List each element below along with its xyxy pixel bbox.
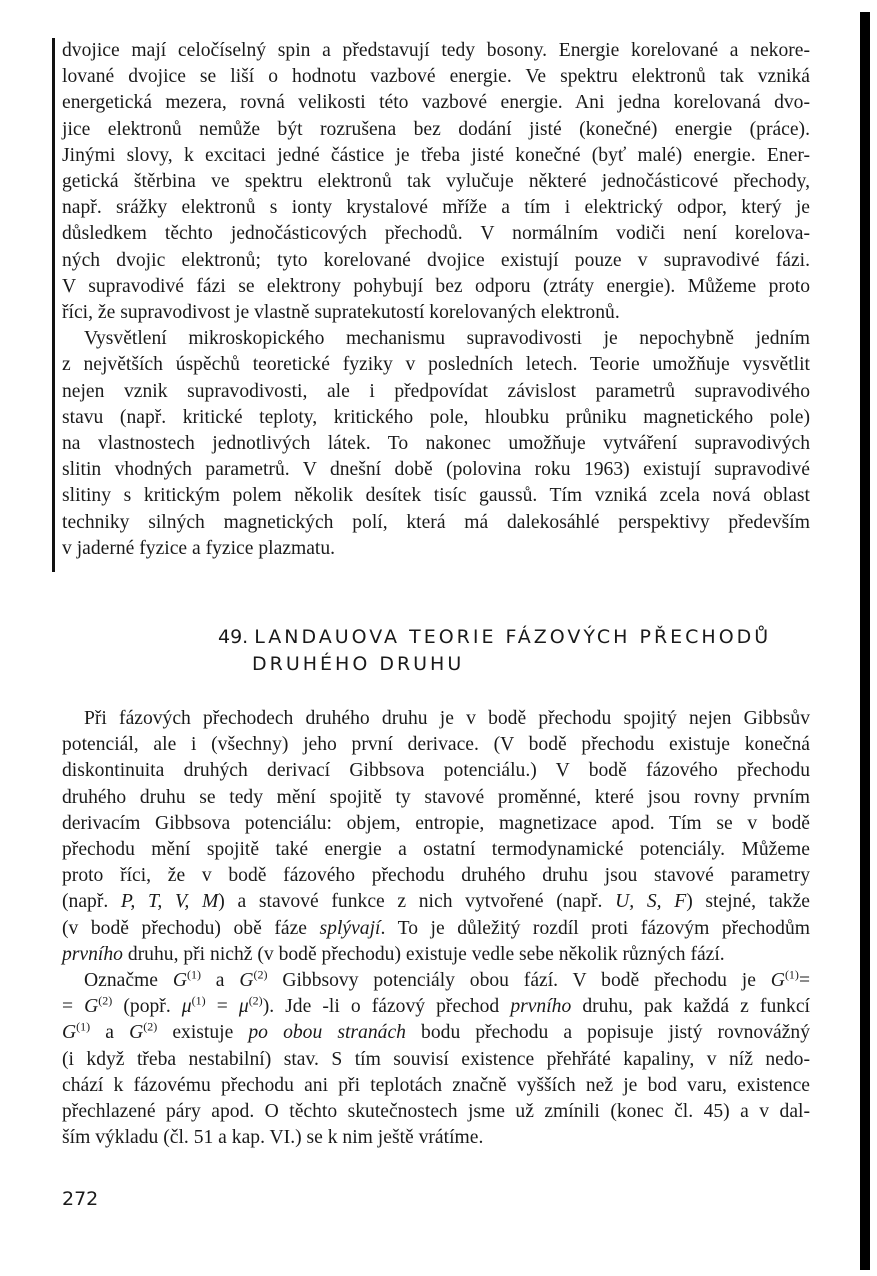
math-symbol-mu: μ: [181, 996, 192, 1018]
text-run: Gibbsovy potenciály obou fází. V bodě přechodu je: [267, 970, 771, 992]
text-run: bodu přechodu a popisuje jistý rovnovážný: [405, 1022, 811, 1044]
text-line: (i když třeba nestabilní) stav. S tím souvisí existence přehřáté kapaliny, v níž nedo-: [62, 1048, 810, 1070]
emphasis: prvního: [62, 943, 123, 965]
text-line: [62, 994, 810, 1020]
paragraph-microscopic-mechanism: [62, 326, 810, 562]
text-line: říci, že supravodivost je vlastně supratekutostí korelovaných elektronů.: [62, 302, 620, 324]
text-run: druhu, při nichž (v bodě přechodu) existuje vedle sebe několik různých fází.: [122, 943, 725, 965]
section-title-line-2: DRUHÉHO DRUHU: [252, 653, 465, 675]
text-run: =: [62, 996, 85, 1018]
superscript: (1): [76, 1019, 91, 1034]
text-line: [62, 889, 810, 915]
text-run: existuje: [157, 1022, 249, 1044]
text-line: [62, 942, 810, 968]
text-run: ) stejné, takže: [686, 891, 810, 913]
text-run: (v bodě přechodu) obě fáze: [62, 917, 320, 939]
text-line: [62, 1020, 810, 1046]
text-run: =: [205, 996, 239, 1018]
text-line: proto říci, že v bodě fázového přechodu druhého druhu jsou stavové parametry: [62, 865, 810, 887]
text-line: jice elektronů nemůže být rozrušena bez dodání jisté (konečné) energie (práce).: [62, 118, 810, 140]
text-line: chází k fázovému přechodu ani při teplotách značně vyšších než je bod varu, existence: [62, 1074, 810, 1096]
section-body: [62, 706, 810, 1151]
superscript: (1): [186, 967, 201, 982]
text-run: Označme: [84, 970, 173, 992]
superscript: (1): [191, 993, 206, 1008]
section-number: 49.: [218, 626, 249, 648]
math-symbol-mu: μ: [238, 996, 249, 1018]
paragraph-superconductivity-continued: [62, 38, 810, 326]
text-run: ) a stavové funkce z nich vytvořené (např.: [218, 891, 616, 913]
math-symbol-G: G: [770, 970, 785, 992]
math-symbol-G: G: [84, 996, 99, 1018]
text-line: energetická mezera, rovná velikosti této vazbové energie. Ani jedna korelovaná dvo-: [62, 92, 810, 114]
text-line: Při fázových přechodech druhého druhu je v bodě přechodu spojitý nejen Gibbsův: [84, 708, 810, 729]
text-run: a: [90, 1022, 130, 1044]
emphasis: prvního: [510, 996, 572, 1018]
text-line: stavu (např. kritické teploty, kritického pole, hloubku průniku magnetického pole): [62, 406, 810, 428]
text-line: např. srážky elektronů s ionty krystalové mříže a tím i elektrický odpor, který je: [62, 197, 810, 219]
text-line: [62, 968, 810, 994]
text-line: důsledkem těchto jednočásticových přechodů. V normálním vodiči není korelova-: [62, 223, 810, 245]
text-line: z největších úspěchů teoretické fyziky v posledních letech. Teorie umožňuje vysvětlit: [62, 354, 810, 376]
math-symbol-G: G: [172, 970, 187, 992]
emphasis: po obou stranách: [248, 1022, 406, 1044]
text-line: Vysvětlení mikroskopického mechanismu supravodivosti je nepochybně jedním: [84, 328, 810, 350]
text-run: ). Jde -li o fázový přechod: [262, 996, 511, 1018]
text-line: slitin vhodných parametrů. V dnešní době (polovina roku 1963) existují supravodivé: [62, 459, 810, 481]
text-line: [62, 916, 810, 942]
text-line: potenciál, ale i (všechny) jeho první derivace. (V bodě přechodu existuje konečná: [62, 734, 810, 756]
section-heading: [218, 624, 771, 678]
superscript: (1): [784, 967, 799, 982]
text-run: druhu, pak každá z funkcí: [571, 996, 810, 1018]
emphasis: splývají: [319, 917, 381, 939]
text-line: techniky silných magnetických polí, která má dalekosáhlé perspektivy především: [62, 511, 810, 533]
paragraph-second-order-transitions: [62, 706, 810, 968]
superscript: (2): [143, 1019, 158, 1034]
text-run: =: [798, 970, 810, 992]
text-line: getická štěrbina ve spektru elektronů tak vylučuje některé jednočásticové přechody,: [62, 171, 810, 193]
math-symbol-G: G: [129, 1022, 144, 1044]
text-run: . To je důležitý rozdíl proti fázovým přechodům: [380, 917, 811, 939]
text-line: přechlazené páry apod. O těchto skutečnostech jsme už zmínili (konec čl. 45) a v dal-: [62, 1101, 810, 1123]
math-variables: U, S, F: [615, 891, 687, 913]
text-run: (např.: [62, 891, 121, 913]
text-run: (popř.: [112, 996, 182, 1018]
superscript: (2): [98, 993, 113, 1008]
text-line: na vlastnostech jednotlivých látek. To nakonec umožňuje vytváření supravodivých: [62, 433, 810, 455]
superscript: (2): [253, 967, 268, 982]
text-line: přechodu mění spojitě také energie a ostatní termodynamické potenciály. Můžeme: [62, 839, 810, 861]
text-line: Jinými slovy, k excitaci jedné částice je třeba jisté konečné (byť malé) energie. Ener-: [62, 144, 810, 166]
math-symbol-G: G: [239, 970, 254, 992]
text-line: lované dvojice se liší o hodnotu vazbové energie. Ve spektru elektronů tak vzniká: [62, 66, 810, 88]
scan-edge-bar: [860, 12, 870, 1270]
text-line: derivacím Gibbsova potenciálu: objem, entropie, magnetizace apod. Tím se v bodě: [62, 812, 810, 834]
continued-text-block: [62, 38, 810, 562]
text-run: a: [200, 970, 240, 992]
text-line: druhého druhu se tedy mění spojitě ty stavové proměnné, které jsou rovny prvním: [62, 786, 810, 808]
superscript: (2): [248, 993, 263, 1008]
text-line: slitiny s kritickým polem několik desítek tisíc gaussů. Tím vzniká zcela nová oblast: [62, 485, 810, 507]
text-line: nejen vznik supravodivosti, ale i předpovídat závislost parametrů supravodivého: [62, 380, 810, 402]
paragraph-gibbs-potentials: [62, 968, 810, 1151]
text-line: ných dvojic elektronů; tyto korelované dvojice existují pouze v supravodivé fázi.: [62, 249, 810, 271]
math-variables: P, T, V, M: [120, 891, 219, 913]
text-line: v jaderné fyzice a fyzice plazmatu.: [62, 537, 336, 559]
text-line: ším výkladu (čl. 51 a kap. VI.) se k nim ještě vrátíme.: [62, 1127, 484, 1149]
section-title-line-1: LANDAUOVA TEORIE FÁZOVÝCH PŘECHODŮ: [254, 626, 772, 648]
margin-change-bar: [52, 38, 55, 572]
text-line: V supravodivé fázi se elektrony pohybují bez odporu (ztráty energie). Můžeme proto: [62, 275, 810, 297]
text-line: dvojice mají celočíselný spin a představují tedy bosony. Energie korelované a nekore-: [62, 40, 810, 61]
text-line: diskontinuita druhých derivací Gibbsova potenciálu.) V bodě fázového přechodu: [62, 760, 810, 782]
page-number: 272: [62, 1188, 99, 1210]
math-symbol-G: G: [62, 1022, 77, 1044]
